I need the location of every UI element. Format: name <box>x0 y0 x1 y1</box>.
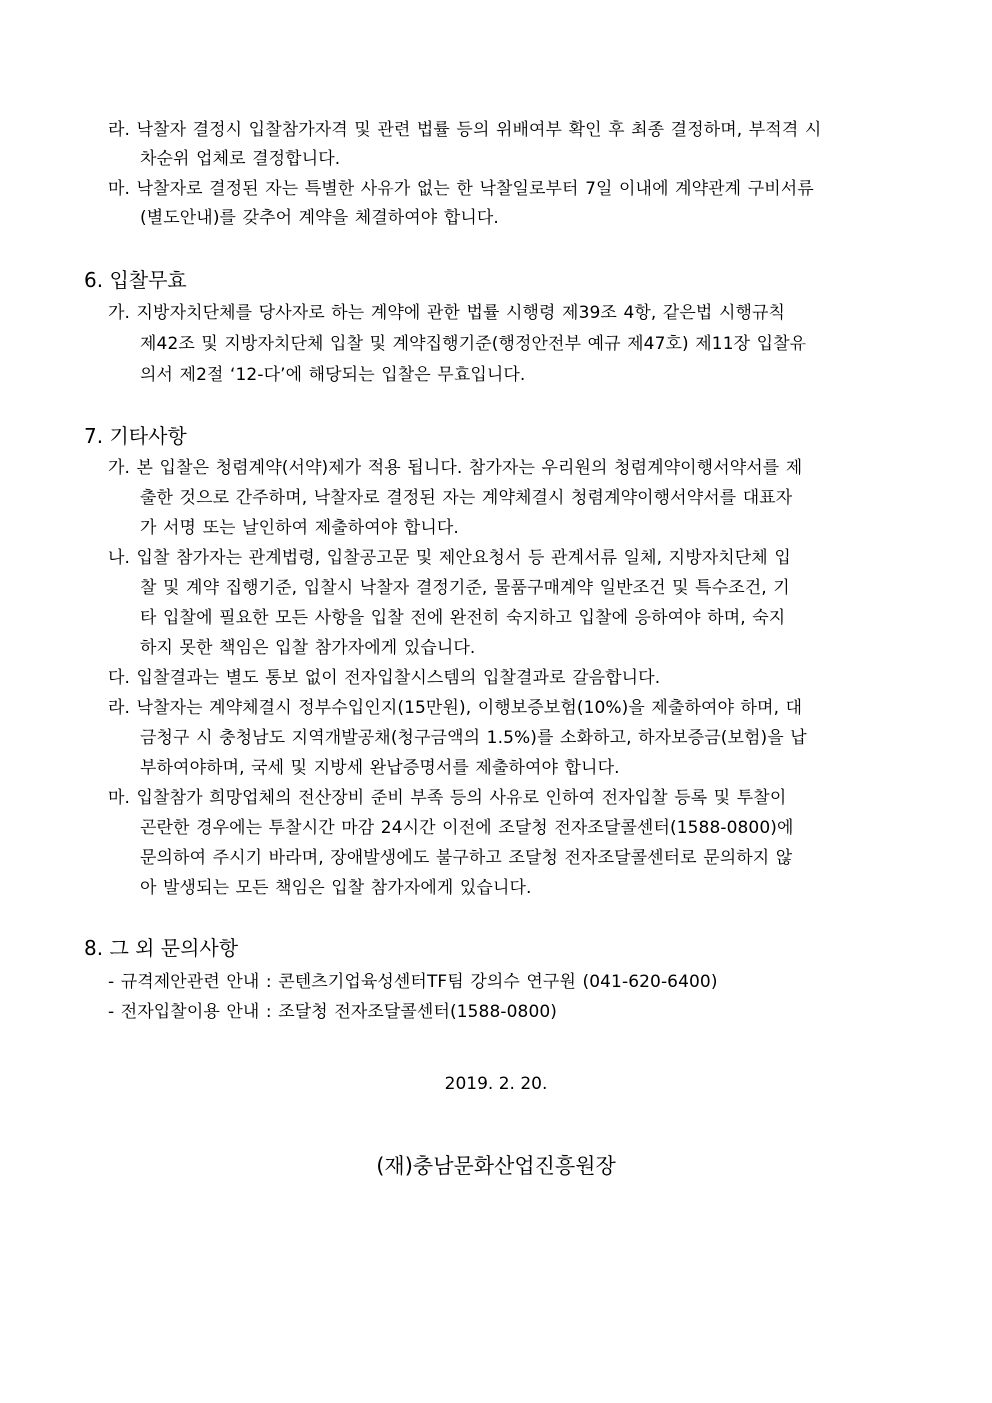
section-6-heading: 6. 입찰무효 <box>84 268 187 292</box>
contact-e-bidding: - 전자입찰이용 안내 : 조달청 전자조달콜센터(1588-0800) <box>108 1002 558 1022</box>
section-6-item-ga-line-3: 의서 제2절 ‘12-다’에 해당되는 입찰은 무효입니다. <box>140 365 526 385</box>
section-7-item-ra-line-1: 라. 낙찰자는 계약체결시 정부수입인지(15만원), 이행보증보험(10%)을 제출하여야 하며, 대 <box>108 698 803 718</box>
section-7-item-na-line-2: 찰 및 계약 집행기준, 입찰시 낙찰자 결정기준, 물품구매계약 일반조건 및 특수조건, 기 <box>140 578 790 598</box>
section-7-item-da-line-1: 다. 입찰결과는 별도 통보 없이 전자입찰시스템의 입찰결과로 갈음합니다. <box>108 668 661 688</box>
section-6-item-ga-line-1: 가. 지방자치단체를 당사자로 하는 계약에 관한 법률 시행령 제39조 4항, 같은법 시행규칙 <box>108 303 786 323</box>
section-7-item-ra-line-2: 금청구 시 충청남도 지역개발공채(청구금액의 1.5%)를 소화하고, 하자보증금(보험)을 납 <box>140 728 807 748</box>
pre-item-ma-line-2: (별도안내)를 갖추어 계약을 체결하여야 합니다. <box>140 208 499 228</box>
section-7-item-na-line-1: 나. 입찰 참가자는 관계법령, 입찰공고문 및 제안요청서 등 관계서류 일체, 지방자치단체 입 <box>108 548 791 568</box>
section-7-item-ma-line-3: 문의하여 주시기 바라며, 장애발생에도 불구하고 조달청 전자조달콜센터로 문의하지 않 <box>140 848 793 868</box>
contact-spec-inquiry: - 규격제안관련 안내 : 콘텐츠기업육성센터TF팀 강의수 연구원 (041-620-6400) <box>108 972 718 992</box>
section-7-item-ga-line-2: 출한 것으로 간주하며, 낙찰자로 결정된 자는 계약체결시 청렴계약이행서약서를 대표자 <box>140 488 793 508</box>
section-8-heading: 8. 그 외 문의사항 <box>84 936 239 960</box>
section-7-item-ma-line-2: 곤란한 경우에는 투찰시간 마감 24시간 이전에 조달청 전자조달콜센터(1588-0800)에 <box>140 818 794 838</box>
section-7-item-ma-line-1: 마. 입찰참가 희망업체의 전산장비 준비 부족 등의 사유로 인하여 전자입찰 등록 및 투찰이 <box>108 788 787 808</box>
section-6-item-ga-line-2: 제42조 및 지방자치단체 입찰 및 계약집행기준(행정안전부 예규 제47호) 제11장 입찰유 <box>140 334 807 354</box>
section-7-item-na-line-4: 하지 못한 책임은 입찰 참가자에게 있습니다. <box>140 638 476 658</box>
section-7-item-na-line-3: 타 입찰에 필요한 모든 사항을 입찰 전에 완전히 숙지하고 입찰에 응하여야 하며, 숙지 <box>140 608 786 628</box>
section-7-heading: 7. 기타사항 <box>84 424 187 448</box>
section-7-item-ra-line-3: 부하여야하며, 국세 및 지방세 완납증명서를 제출하여야 합니다. <box>140 758 620 778</box>
issuing-organization: (재)충남문화산업진흥원장 <box>376 1154 616 1178</box>
pre-item-ra-line-1: 라. 낙찰자 결정시 입찰참가자격 및 관련 법률 등의 위배여부 확인 후 최종 결정하며, 부적격 시 <box>108 120 822 140</box>
section-7-item-ga-line-3: 가 서명 또는 날인하여 제출하여야 합니다. <box>140 518 459 538</box>
document-date: 2019. 2. 20. <box>444 1074 548 1094</box>
pre-item-ra-line-2: 차순위 업체로 결정합니다. <box>140 149 341 169</box>
section-7-item-ma-line-4: 아 발생되는 모든 책임은 입찰 참가자에게 있습니다. <box>140 878 532 898</box>
section-7-item-ga-line-1: 가. 본 입찰은 청렴계약(서약)제가 적용 됩니다. 참가자는 우리원의 청렴계약이행서약서를 제 <box>108 458 803 478</box>
pre-item-ma-line-1: 마. 낙찰자로 결정된 자는 특별한 사유가 없는 한 낙찰일로부터 7일 이내에 계약관계 구비서류 <box>108 179 814 199</box>
